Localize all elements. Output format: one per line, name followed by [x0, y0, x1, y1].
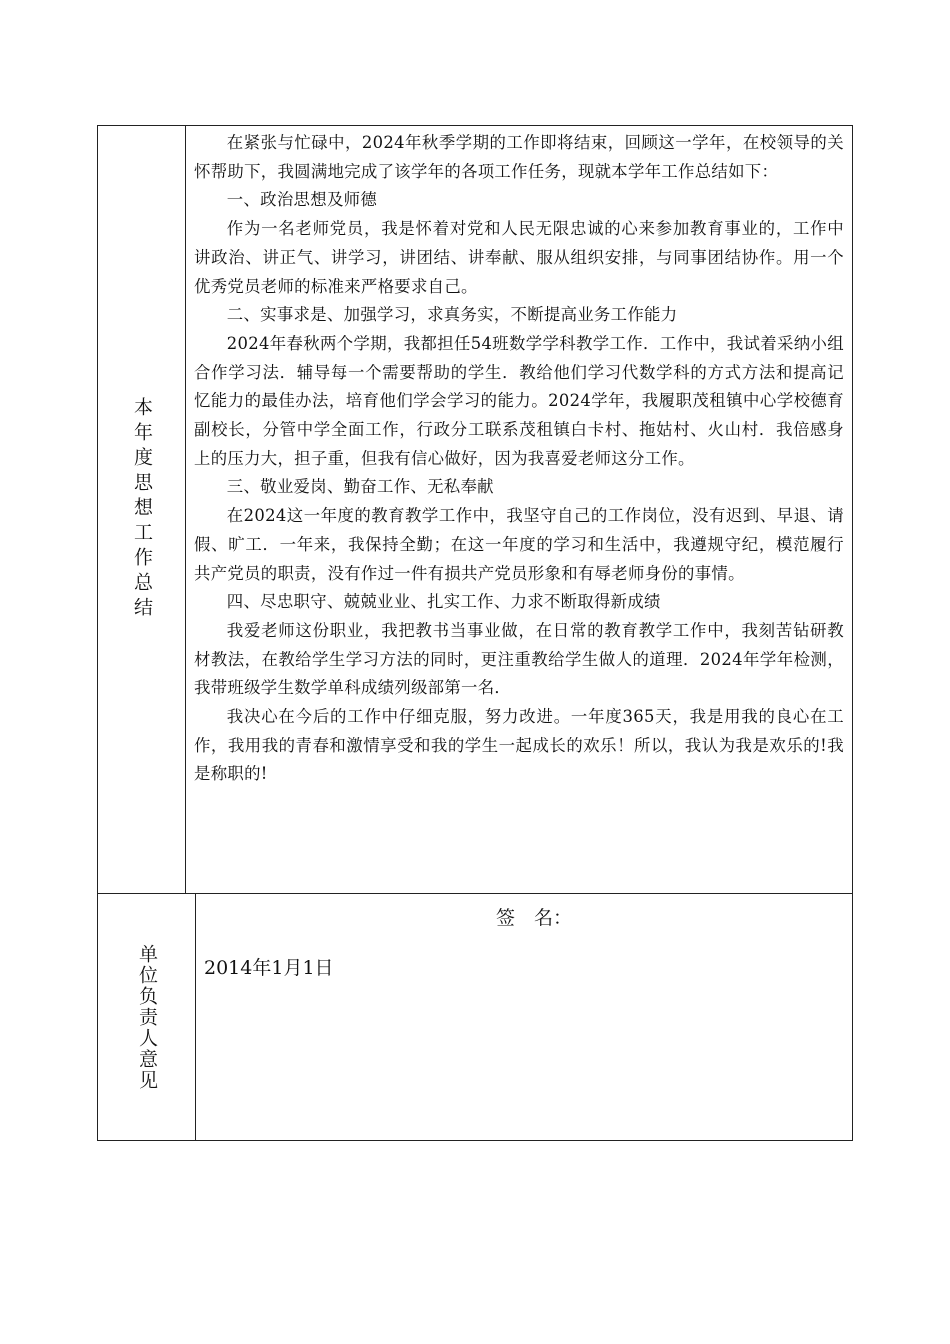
summary-intro: 在紧张与忙碌中，2024年秋季学期的工作即将结束，回顾这一学年，在校领导的关怀帮助下，我圆满地完成了该学年的各项工作任务，现就本学年工作总结如下：	[194, 133, 844, 181]
section-heading: 二、实事求是、加强学习，求真务实，不断提高业务工作能力	[226, 305, 678, 325]
sign-date: 2014年1月1日	[204, 957, 334, 979]
section-body: 我爱老师这份职业，我把教书当事业做，在日常的教育教学工作中，我刻苦钻研教材教法，在教给学生学习方法的同时，更注重教给学生做人的道理．2024年学年检测，我带班级学生数学单科成绩列级部第一名．	[194, 620, 844, 698]
summary-label-cell	[98, 126, 186, 893]
summary-form-table	[97, 125, 853, 1141]
section-body: 2024年春秋两个学期，我都担任54班数学学科教学工作．工作中，我试着采纳小组合作学习法．辅导每一个需要帮助的学生．教给他们学习代数学科的方式方法和提高记忆能力的最佳办法，培育他们学会学习的能力。2024学年，我履职茂租镇中心学校德育副校长，分管中学全面工作，行政分工联系茂租镇白卡村、拖姑村、火山村．我倍感身上的压力大，担子重，但我有信心做好，因为我喜爱老师这分工作。	[194, 333, 844, 468]
summary-content-cell	[186, 126, 852, 893]
section-body: 在2024这一年度的教育教学工作中，我坚守自己的工作岗位，没有迟到、早退、请假、旷工．一年来，我保持全勤；在这一年度的学习和生活中，我遵规守纪，模范履行共产党员的职责，没有作过一件有损共产党员形象和有辱老师身份的事情。	[194, 506, 844, 583]
summary-row	[98, 126, 852, 894]
opinion-label: 单位负责人意见	[136, 943, 158, 1091]
summary-label: 本年度思想工作总结	[131, 397, 153, 622]
section-heading: 三、敬业爱岗、勤奋工作、无私奉献	[226, 477, 494, 497]
section-heading: 四、尽忠职守、兢兢业业、扎实工作、力求不断取得新成绩	[226, 592, 661, 612]
signature-label: 签 名：	[495, 907, 572, 929]
opinion-row	[98, 894, 852, 1140]
section-heading: 一、政治思想及师德	[226, 190, 378, 210]
opinion-label-cell	[98, 894, 196, 1140]
section-body: 作为一名老师党员，我是怀着对党和人民无限忠诚的心来参加教育事业的，工作中讲政治、讲正气、讲学习，讲团结、讲奉献、服从组织安排，与同事团结协作。用一个优秀党员老师的标准来严格要求自己。	[194, 219, 844, 296]
opinion-content-cell	[196, 894, 852, 1140]
summary-closing: 我决心在今后的工作中仔细克服，努力改进。一年度365天，我是用我的良心在工作，我用我的青春和激情享受和我的学生一起成长的欢乐！所以，我认为我是欢乐的!我是称职的!	[194, 707, 844, 784]
